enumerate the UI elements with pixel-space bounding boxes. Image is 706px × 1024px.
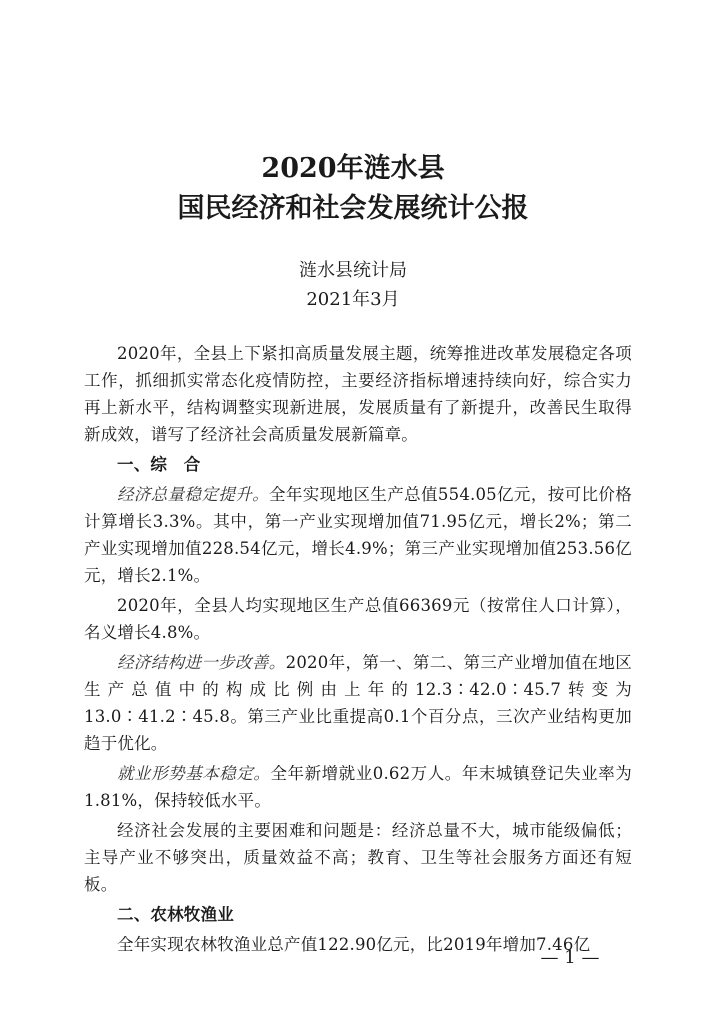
paragraph-problems: 经济社会发展的主要困难和问题是：经济总量不大，城市能级偏低；主导产业不够突出，质量效益不高；教育、卫生等社会服务方面还有短板。 xyxy=(84,821,632,894)
section-heading-overview: 一、综 合 xyxy=(117,455,201,474)
report-title-line-2: 国民经济和社会发展统计公报 xyxy=(177,193,529,224)
paragraph-text: 全年实现地区生产总值554.05亿元，按可比价格计算增长3.3%。其中，第一产业实现增加值71.95亿元，增长2%；第二产业实现增加值228.54亿元，增长4.9%；第三产业实现增加值253.56亿元，增长2.1%。 xyxy=(84,485,632,585)
paragraph-lead-phrase: 经济总量稳定提升。 xyxy=(117,485,270,504)
issuing-organization: 涟水县统计局 xyxy=(299,260,407,281)
report-title-line-1: 2020年涟水县 xyxy=(261,153,445,184)
paragraph-lead-phrase: 就业形势基本稳定。 xyxy=(117,764,271,783)
paragraph-economic-structure xyxy=(84,649,632,757)
publication-date: 2021年3月 xyxy=(306,289,400,310)
paragraph-text: 全年新增就业0.62万人。年末城镇登记失业率为1.81%，保持较低水平。 xyxy=(84,764,632,810)
paragraph-employment xyxy=(84,760,632,814)
paragraph-lead-phrase: 经济结构进一步改善。 xyxy=(117,653,286,672)
section-heading-agriculture: 二、农林牧渔业 xyxy=(117,905,234,924)
paragraph-agriculture-output: 全年实现农林牧渔业总产值122.90亿元，比2019年增加7.46亿 xyxy=(117,935,591,954)
paragraph-economic-output xyxy=(84,481,632,589)
intro-paragraph: 2020年，全县上下紧扣高质量发展主题，统筹推进改革发展稳定各项工作，抓细抓实常态化疫情防控，主要经济指标增速持续向好，综合实力再上新水平，结构调整实现新进展，发展质量有了新提升，改善民生取得新成效，谱写了经济社会高质量发展新篇章。 xyxy=(84,344,632,444)
page-number: — 1 — xyxy=(540,947,600,968)
paragraph-per-capita-gdp: 2020年，全县人均实现地区生产总值66369元（按常住人口计算），名义增长4.8%。 xyxy=(84,596,632,642)
paragraph-text: 2020年，第一、第二、第三产业增加值在地区生产总值中的构成比例由上年的12.3∶42.0∶45.7转变为13.0∶41.2∶45.8。第三产业比重提高0.1个百分点，三次产业结构更加趋于优化。 xyxy=(84,653,632,753)
report-body xyxy=(84,340,632,961)
